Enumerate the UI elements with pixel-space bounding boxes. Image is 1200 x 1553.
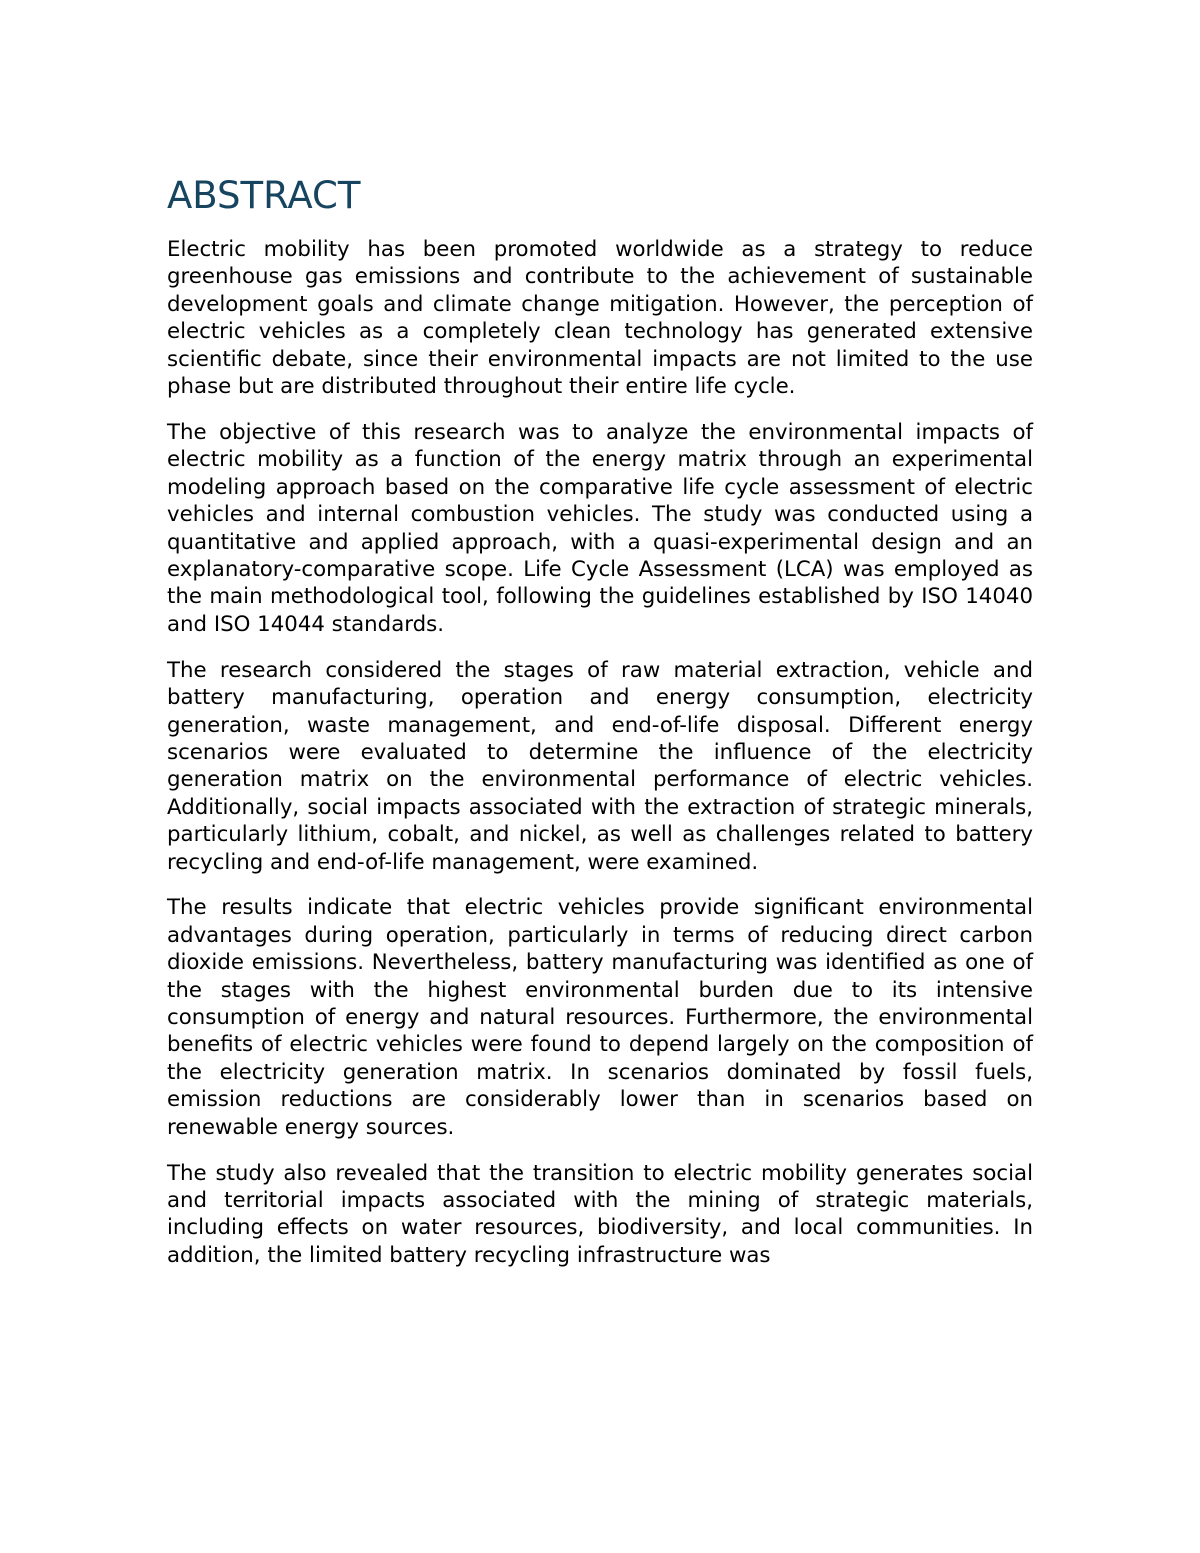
abstract-section bbox=[167, 174, 1033, 1288]
abstract-paragraph-3: The research considered the stages of raw material extraction, vehicle and battery manufacturing, operation and energy consumption, electricity generation, waste management, and end-of-life disposal. Different energy scenarios were evaluated to determine the influence of the electricity generation matrix on the environmental performance of electric vehicles. Additionally, social impacts associated with the extraction of strategic minerals, particularly lithium, cobalt, and nickel, as well as challenges related to battery recycling and end-of-life management, were examined. bbox=[167, 657, 1033, 875]
abstract-paragraph-1: Electric mobility has been promoted worldwide as a strategy to reduce greenhouse gas emissions and contribute to the achievement of sustainable development goals and climate change mitigation. However, the perception of electric vehicles as a completely clean technology has generated extensive scientific debate, since their environmental impacts are not limited to the use phase but are distributed throughout their entire life cycle. bbox=[167, 237, 1033, 400]
abstract-paragraph-5: The study also revealed that the transition to electric mobility generates social and territorial impacts associated with the mining of strategic materials, including effects on water resources, biodiversity, and local communities. In addition, the limited battery recycling infrastructure was bbox=[167, 1160, 1033, 1268]
abstract-paragraph-4: The results indicate that electric vehicles provide significant environmental advantages during operation, particularly in terms of reducing direct carbon dioxide emissions. Nevertheless, battery manufacturing was identified as one of the stages with the highest environmental burden due to its intensive consumption of energy and natural resources. Furthermore, the environmental benefits of electric vehicles were found to depend largely on the composition of the electricity generation matrix. In scenarios dominated by fossil fuels, emission reductions are considerably lower than in scenarios based on renewable energy sources. bbox=[167, 895, 1033, 1140]
abstract-paragraph-2: The objective of this research was to analyze the environmental impacts of electric mobility as a function of the energy matrix through an experimental modeling approach based on the comparative life cycle assessment of electric vehicles and internal combustion vehicles. The study was conducted using a quantitative and applied approach, with a quasi-experimental design and an explanatory-comparative scope. Life Cycle Assessment (LCA) was employed as the main methodological tool, following the guidelines established by ISO 14040 and ISO 14044 standards. bbox=[167, 419, 1033, 637]
abstract-heading: ABSTRACT bbox=[167, 174, 361, 217]
